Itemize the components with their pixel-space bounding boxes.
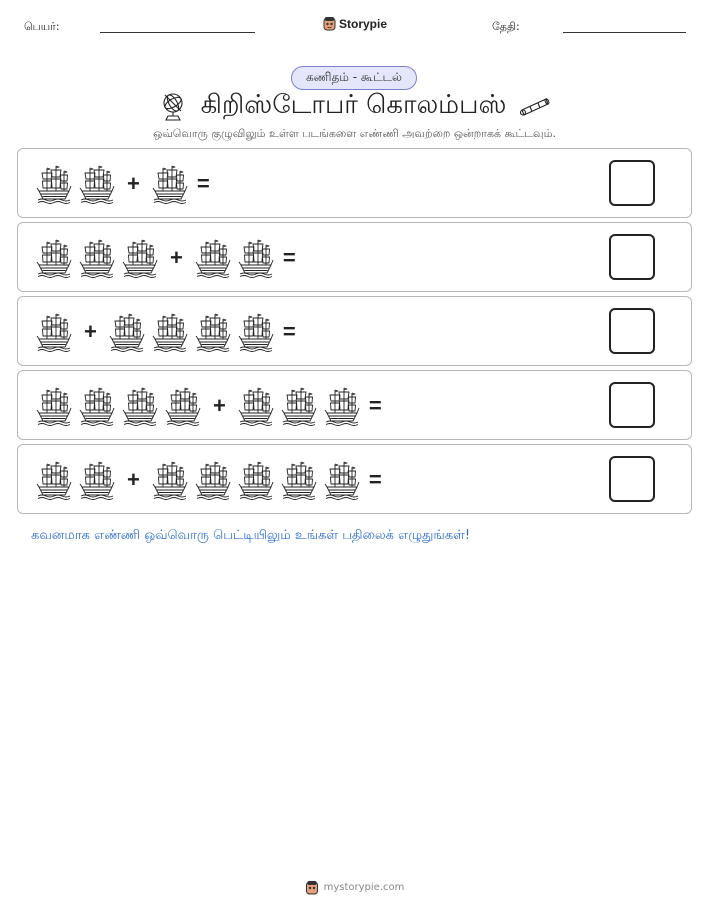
date-line[interactable] [563,32,686,33]
ship-icon [79,460,115,500]
equals-sign: = [282,319,296,344]
astrolabe-icon [159,91,187,121]
problem-items [36,236,308,280]
ship-icon [195,460,231,500]
footer [0,880,709,895]
problem-row [17,444,692,514]
ship-icon [238,312,274,352]
ship-icon [109,312,145,352]
ship-icon [152,164,188,204]
equals-sign: = [368,393,382,418]
ship-icon [281,386,317,426]
answer-box[interactable] [609,234,655,280]
ship-icon [79,164,115,204]
ship-icon [152,460,188,500]
answer-box[interactable] [609,382,655,428]
answer-box[interactable] [609,456,655,502]
ship-icon [324,386,360,426]
plus-sign: + [213,393,226,418]
storypie-mascot-icon [323,16,336,31]
worksheet-header [0,16,709,40]
footer-url[interactable]: mystorypie.com [323,882,405,893]
problem-row [17,296,692,366]
plus-sign: + [170,245,183,270]
answer-box[interactable] [609,160,655,206]
ship-icon [238,238,274,278]
date-label: தேதி: [492,20,520,33]
ship-icon [36,386,72,426]
equals-sign: = [196,171,210,196]
ship-icon [36,460,72,500]
problem-row [17,222,692,292]
ship-icon [152,312,188,352]
problem-row [17,148,692,218]
plus-sign: + [127,467,140,492]
ship-icon [238,460,274,500]
logo-text: Storypie [339,16,388,31]
ship-icon [324,460,360,500]
ship-icon [36,164,72,204]
problem-items [36,384,394,428]
problem-items [36,162,222,206]
problem-items [36,310,308,354]
telescope-icon [520,95,550,117]
name-line[interactable] [100,32,255,33]
equals-sign: = [282,245,296,270]
ship-icon [79,386,115,426]
title-text: கிறிஸ்டோபர் கொலம்பஸ் [200,89,507,120]
reminder-note: கவனமாக எண்ணி ஒவ்வொரு பெட்டியிலும் உங்கள் பதிலைக் எழுதுங்கள்! [31,528,471,543]
ship-icon [281,460,317,500]
problem-row [17,370,692,440]
ship-icon [165,386,201,426]
instructions: ஒவ்வொரு குழுவிலும் உள்ள படங்களை எண்ணி அவற்றை ஒன்றாகக் கூட்டவும். [153,127,556,140]
storypie-logo [323,16,387,31]
name-label: பெயர்: [24,20,60,33]
answer-box[interactable] [609,308,655,354]
equals-sign: = [368,467,382,492]
problem-items [36,458,394,502]
ship-icon [36,312,72,352]
ship-icon [195,312,231,352]
ship-icon [238,386,274,426]
ship-icon [36,238,72,278]
storypie-mascot-icon [305,880,319,895]
ship-icon [122,386,158,426]
topic-badge: கணிதம் - கூட்டல் [291,66,417,90]
plus-sign: + [84,319,97,344]
page-title [0,88,709,124]
plus-sign: + [127,171,140,196]
ship-icon [79,238,115,278]
ship-icon [195,238,231,278]
ship-icon [122,238,158,278]
